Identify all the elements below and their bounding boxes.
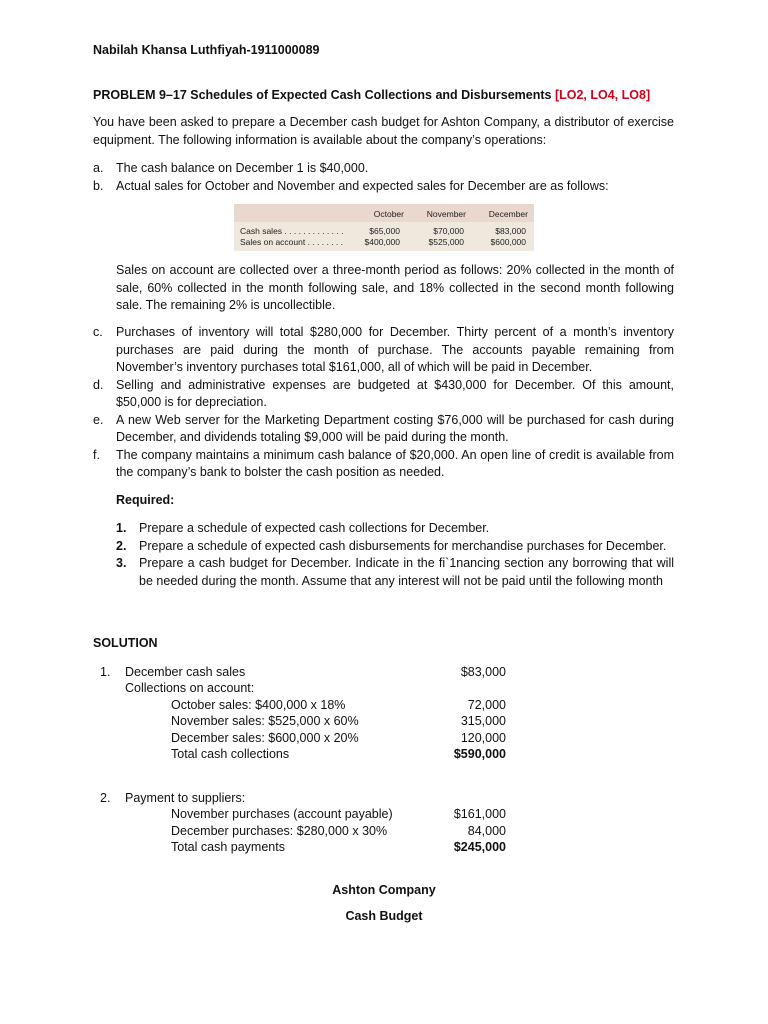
total-collections-label: Total cash collections	[171, 747, 290, 761]
row-label-cash-sales: Cash sales . . . . . . . . . . . . .	[240, 226, 344, 236]
list-item	[116, 555, 674, 590]
total-payments-amount: $245,000	[453, 840, 506, 854]
list-text: Selling and administrative expenses are budgeted at $430,000 for December. Of this amount, $50,000 is for depreciation.	[116, 377, 674, 409]
col-header-october: October	[373, 209, 404, 219]
problem-title-text: PROBLEM 9–17 Schedules of Expected Cash Collections and Disbursements	[93, 88, 552, 102]
intro-paragraph: You have been asked to prepare a December cash budget for Ashton Company, a distributor of exercise equipment. The following information is available about the company’s operations:	[93, 115, 674, 147]
list-item	[93, 160, 674, 178]
list-marker: 2.	[116, 538, 127, 553]
required-list	[116, 520, 674, 590]
cell-value: $600,000	[490, 237, 526, 247]
part2-number: 2.	[100, 791, 111, 805]
cash-sales-amount: $83,000	[460, 665, 506, 679]
problem-title	[93, 88, 650, 102]
collection-line-label: December sales: $600,000 x 20%	[171, 731, 359, 745]
list-marker: e.	[93, 412, 104, 427]
collection-line-amount: 315,000	[460, 714, 506, 728]
cell-value: $400,000	[364, 237, 400, 247]
list-text: A new Web server for the Marketing Department costing $76,000 will be purchased for cash during December, and dividends totaling $9,000 will be paid during the month.	[116, 412, 674, 444]
cash-budget-title: Cash Budget	[345, 909, 423, 923]
list-text: Actual sales for October and November and expected sales for December are as follows:	[116, 178, 609, 193]
collection-line-amount: 72,000	[467, 698, 506, 712]
collection-terms-paragraph: Sales on account are collected over a three-month period as follows: 20% collected in the month of sale, 60% collected in the month following sale, and 18% collected in the second month following sale. The remaining 2% is uncollectible.	[116, 263, 674, 312]
list-text: Prepare a schedule of expected cash disbursements for merchandise purchases for December.	[139, 538, 667, 553]
list-marker: c.	[93, 325, 103, 339]
list-marker: b.	[93, 178, 104, 193]
cash-sales-label: December cash sales	[125, 665, 246, 679]
list-item	[116, 538, 674, 556]
solution-heading: SOLUTION	[93, 636, 158, 650]
col-header-december: December	[488, 209, 528, 219]
payment-line-label: December purchases: $280,000 x 30%	[171, 824, 388, 838]
list-item	[93, 178, 674, 196]
row-label-sales-on-account: Sales on account . . . . . . . .	[240, 237, 343, 247]
list-text: Prepare a cash budget for December. Indicate in the fi`1nancing section any borrowing that will be needed during the month. Assume that any interest will not be paid until the following month	[139, 556, 674, 588]
required-heading: Required:	[116, 493, 175, 507]
payment-line-amount: $161,000	[453, 807, 506, 821]
part1-number: 1.	[100, 665, 111, 679]
sales-table	[234, 204, 534, 251]
list-item	[93, 377, 674, 412]
col-header-november: November	[426, 209, 466, 219]
list-text: The company maintains a minimum cash balance of $20,000. An open line of credit is available from the company’s bank to bolster the cash position as needed.	[116, 447, 674, 479]
list-marker: 3.	[116, 556, 127, 570]
cell-value: $65,000	[369, 226, 400, 236]
info-list-ab	[93, 160, 674, 195]
payment-heading: Payment to suppliers:	[125, 791, 246, 805]
collections-label: Collections on account:	[125, 681, 255, 695]
collection-line-label: November sales: $525,000 x 60%	[171, 714, 359, 728]
payment-line-label: November purchases (account payable)	[171, 807, 393, 821]
cell-value: $83,000	[495, 226, 526, 236]
list-item	[93, 324, 674, 377]
list-item	[93, 412, 674, 447]
learning-objectives: [LO2, LO4, LO8]	[554, 88, 651, 102]
list-text: Purchases of inventory will total $280,000 for December. Thirty percent of a month’s inventory purchases are paid during the month of purchase. The accounts payable remaining from November’s inventory purchases total $161,000, all of which will be paid in December.	[116, 325, 674, 374]
list-marker: f.	[93, 447, 100, 462]
info-list-cf	[93, 324, 674, 482]
list-marker: 1.	[116, 521, 127, 535]
cell-value: $525,000	[428, 237, 464, 247]
list-item	[116, 520, 674, 538]
payment-line-amount: 84,000	[467, 824, 506, 838]
list-marker: d.	[93, 377, 104, 392]
company-name: Ashton Company	[332, 883, 436, 897]
list-item	[93, 447, 674, 482]
cell-value: $70,000	[433, 226, 464, 236]
author-line: Nabilah Khansa Luthfiyah-1911000089	[93, 43, 320, 57]
collection-line-amount: 120,000	[460, 731, 506, 745]
collection-line-label: October sales: $400,000 x 18%	[171, 698, 346, 712]
total-collections-amount: $590,000	[453, 747, 506, 761]
list-text: The cash balance on December 1 is $40,000.	[116, 161, 369, 175]
total-payments-label: Total cash payments	[171, 840, 285, 854]
list-text: Prepare a schedule of expected cash collections for December.	[139, 521, 490, 535]
list-marker: a.	[93, 161, 104, 175]
